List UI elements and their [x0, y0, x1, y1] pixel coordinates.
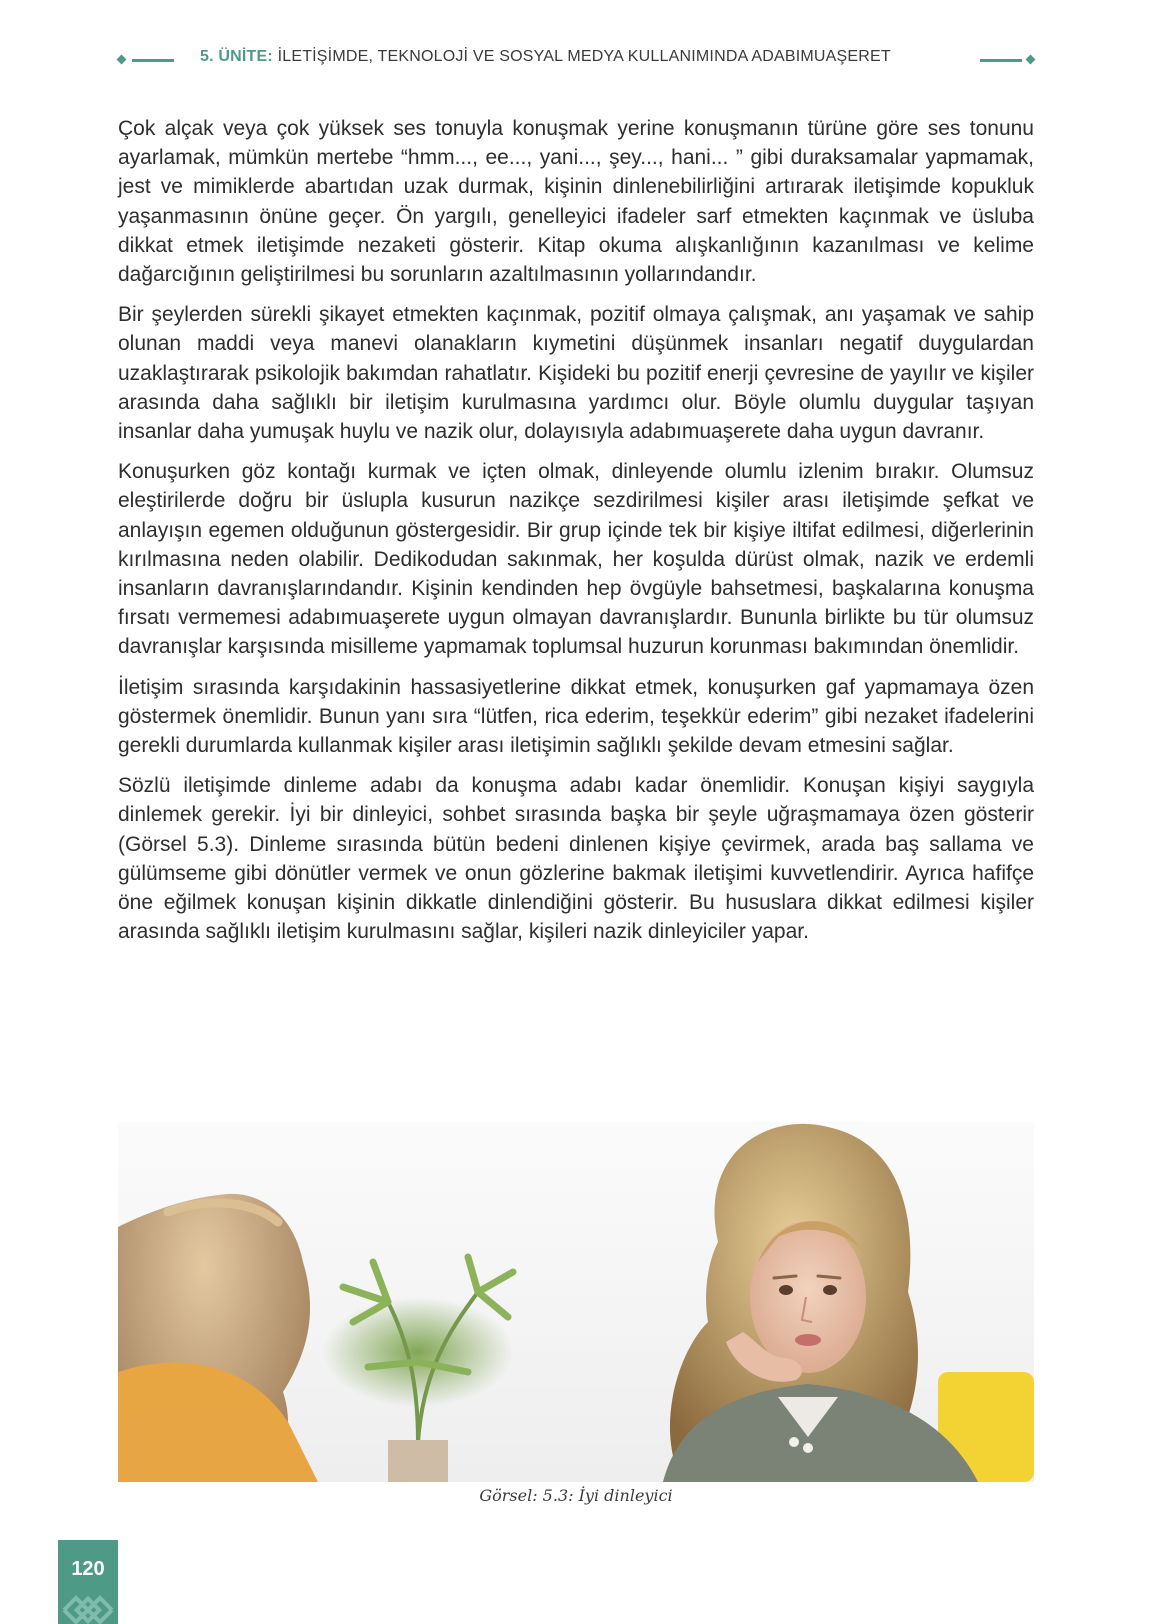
- header-left-rule: [132, 59, 174, 62]
- page-number: 120: [71, 1558, 105, 1580]
- paragraph: Bir şeylerden sürekli şikayet etmekten kaçınmak, pozitif olmaya çalışmak, anı yaşamak ve sahip olunan maddi veya manevi olanakların kıymetini düşünmek insanları negatif duygulardan uzaklaştırarak psikolojik bakımdan rahatlatır. Kişideki bu pozitif enerji çevresine de yayılır ve kişiler arasında daha sağlıklı bir iletişim kurulmasına yardımcı olur. Böyle olumlu duygular taşıyan insanlar daha yumuşak huylu ve nazik olur, dolayısıyla adabımuaşerete daha uygun davranır.: [118, 303, 1034, 444]
- good-listener-photo: [118, 1122, 1034, 1482]
- body-text: [118, 114, 1034, 957]
- paragraph: Konuşurken göz kontağı kurmak ve içten olmak, dinleyende olumlu izlenim bırakır. Olumsuz eleştirilerde doğru bir üslupla kusurun nazikçe sezdirilmesi kişiler arası iletişimde şefkat ve anlayışın egemen olduğunun göstergesidir. Bir grup içinde tek bir kişiye iltifat edilmesi, diğerlerinin kırılmasına neden olabilir. Dedikodudan sakınmak, her koşulda dürüst olmak, nazik ve erdemli insanların davranışlarındandır. Kişinin kendinden hep övgüyle bahsetmesi, başkalarına konuşma fırsatı vermemesi adabımuaşerete uygun olmayan davranışlardır. Bununla birlikte bu tür olumsuz davranışlar karşısında misilleme yapmamak toplumsal huzurun korunması bakımından önemlidir.: [118, 460, 1034, 659]
- running-header: [118, 48, 1034, 70]
- header-title: İLETİŞİMDE, TEKNOLOJİ VE SOSYAL MEDYA KULLANIMINDA ADABIMUAŞERET: [277, 48, 891, 65]
- page-number-tab: [58, 1540, 118, 1624]
- paragraph: İletişim sırasında karşıdakinin hassasiyetlerine dikkat etmek, konuşurken gaf yapmamaya özen göstermek önemlidir. Bunun yanı sıra “lütfen, rica ederim, teşekkür ederim” gibi nezaket ifadelerini gerekli durumlarda kullanmak kişiler arası iletişimin sağlıklı şekilde devam etmesini sağlar.: [118, 675, 1034, 758]
- header-left-diamond-icon: [117, 55, 127, 65]
- header-right-diamond-icon: [1026, 55, 1036, 65]
- header-unit-label: 5. ÜNİTE:: [200, 48, 273, 65]
- figure-caption: Görsel: 5.3: İyi dinleyici: [479, 1486, 673, 1505]
- photo-illustration: [118, 1122, 1034, 1482]
- knot-ornament-icon: [58, 1590, 118, 1624]
- header-right-rule: [980, 59, 1022, 62]
- header-title-line: [200, 48, 964, 66]
- paragraph: Çok alçak veya çok yüksek ses tonuyla konuşmak yerine konuşmanın türüne göre ses tonunu ayarlamak, mümkün mertebe “hmm..., ee..., yani..., şey..., hani... ” gibi duraksamalar yapmamak, jest ve mimiklerde abartıdan uzak durmak, kişinin dinlenebilirliğini artırarak iletişimde kopukluk yaşanmasının önüne geçer. Ön yargılı, genelleyici ifadeler sarf etmekten kaçınmak ve üsluba dikkat etmek iletişimde nezaketi gösterir. Kitap okuma alışkanlığının kazanılması ve kelime dağarcığının geliştirilmesi bu sorunların azaltılmasının yollarındandır.: [118, 117, 1034, 287]
- paragraph: Sözlü iletişimde dinleme adabı da konuşma adabı kadar önemlidir. Konuşan kişiyi saygıyla dinlemek gerekir. İyi bir dinleyici, sohbet sırasında başka bir şeyle uğraşmamaya özen gösterir (Görsel 5.3). Dinleme sırasında bütün bedeni dinlenen kişiye çevirmek, arada baş sallama ve gülümseme gibi dönütler vermek ve onun gözlerine bakmak iletişimi kuvvetlendirir. Ayrıca hafifçe öne eğilmek konuşan kişinin dikkatle dinlendiğini gösterir. Bu hususlara dikkat edilmesi kişiler arasında sağlıklı iletişim kurulmasını sağlar, kişileri nazik dinleyiciler yapar.: [118, 774, 1034, 944]
